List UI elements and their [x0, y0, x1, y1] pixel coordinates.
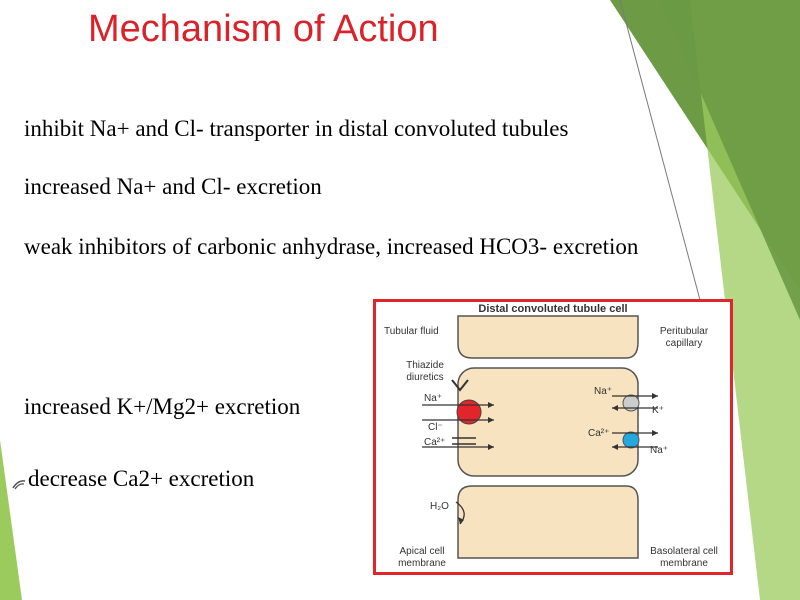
- na-right-label: Na⁺: [594, 386, 613, 397]
- ca-right-label: Ca²⁺: [588, 428, 610, 439]
- bullet-item: inhibit Na+ and Cl- transporter in distal convoluted tubules: [24, 116, 569, 141]
- middle-cell: [458, 368, 638, 476]
- green-left-edge: [0, 440, 22, 600]
- diagram-title: Distal convoluted tubule cell: [478, 303, 628, 315]
- peritubular-capillary-label: Peritubular capillary: [659, 326, 709, 349]
- bullet-arrow-icon: [12, 478, 26, 490]
- basolateral-membrane-label: Basolateral cell membrane: [650, 546, 718, 569]
- bottom-cell: [458, 486, 638, 558]
- bullet-item: increased Na+ and Cl- excretion: [24, 174, 322, 199]
- bullet-item: increased K+/Mg2+ excretion: [24, 394, 301, 419]
- arrowhead: [652, 393, 658, 399]
- ca-left-label: Ca²⁺: [424, 437, 446, 448]
- arrowhead: [652, 430, 658, 436]
- apical-membrane-label: Apical cell membrane: [398, 546, 446, 569]
- na-ca-exchanger: [623, 432, 639, 448]
- na-left-label: Na⁺: [424, 393, 443, 404]
- bullet-item: decrease Ca2+ excretion: [28, 466, 255, 491]
- dct-diagram: [373, 299, 733, 575]
- na-k-pump: [623, 395, 639, 411]
- top-cell: [458, 316, 638, 358]
- slide-title: Mechanism of Action: [88, 8, 439, 50]
- bullet-item: weak inhibitors of carbonic anhydrase, increased HCO3- excretion: [24, 234, 639, 259]
- k-right-label: K⁺: [652, 405, 664, 416]
- h2o-label: H₂O: [430, 501, 449, 512]
- tubular-fluid-label: Tubular fluid: [384, 326, 439, 337]
- thiazide-label: Thiazide diuretics: [406, 360, 444, 383]
- cl-left-label: Cl⁻: [428, 422, 443, 433]
- na-right2-label: Na⁺: [650, 445, 669, 456]
